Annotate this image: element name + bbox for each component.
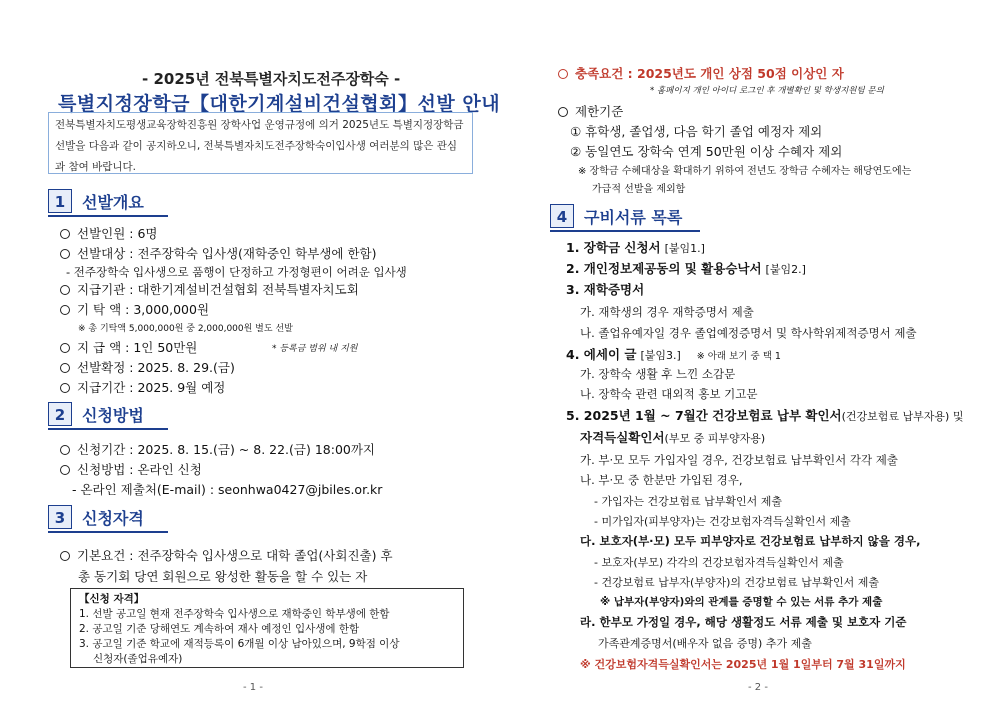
section-title: 선발개요: [82, 193, 144, 212]
credit-requirement-note: * 홈페이지 개인 아이디 로그인 후 개별확인 및 학생지원팀 문의: [650, 86, 884, 96]
doc-5-2: 나. 부·모 중 한분만 가입된 경우,: [580, 473, 743, 487]
overview-confirm: 선발확정 : 2025. 8. 29.(금): [60, 358, 235, 376]
circle-bullet-icon: [60, 305, 70, 315]
circle-bullet-icon: [60, 383, 70, 393]
overview-count: 선발인원 : 6명: [60, 224, 158, 242]
overview-amount: 지 급 액 : 1인 50만원: [60, 338, 197, 356]
apply-method: 신청방법 : 온라인 신청: [60, 460, 202, 478]
section-title: 신청방법: [82, 406, 144, 425]
doc-5-2b: - 미가입자(피부양자)는 건강보험자격득실확인서 제출: [594, 515, 851, 528]
apply-email[interactable]: - 온라인 제출처(E-mail) : seonhwa0427@jbiles.or.kr: [72, 482, 383, 497]
circle-bullet-icon: [60, 445, 70, 455]
qualification-box-title: 【신청 자격】: [79, 593, 145, 605]
section-title: 구비서류 목록: [584, 208, 683, 227]
qualification-item: 2. 공고일 기준 당해연도 계속하여 재사 예정인 입사생에 한함: [79, 623, 360, 635]
section-title: 신청자격: [82, 509, 144, 528]
limit-note-2: 가급적 선발을 제외함: [592, 184, 686, 195]
qualification-item: 3. 공고일 기준 학교에 재적등록이 6개월 이상 남아있으며, 9학점 이상: [79, 638, 400, 650]
circle-bullet-icon: [60, 363, 70, 373]
section-4-header: [550, 204, 700, 228]
section-number: 3: [48, 505, 72, 529]
doc-1: 1. 장학금 신청서 [붙임1.]: [566, 240, 705, 255]
limit-item-2: ② 동일연도 장학숙 연계 50만원 이상 수혜자 제외: [570, 144, 843, 159]
overview-base: 기 탁 액 : 3,000,000원: [60, 300, 209, 318]
doc-3: 3. 재학증명서: [566, 282, 645, 297]
doc-5-2a: - 가입자는 건강보험료 납부확인서 제출: [594, 495, 782, 508]
section-2-header: [48, 402, 168, 426]
limit-item-1: ① 휴학생, 졸업생, 다음 학기 졸업 예정자 제외: [570, 124, 823, 139]
section-underline: [48, 428, 168, 430]
section-number: 4: [550, 204, 574, 228]
page-subtitle: - 2025년 전북특별자치도전주장학숙 -: [142, 70, 401, 88]
doc-5-3: 다. 보호자(부·모) 모두 피부양자로 건강보험료 납부하지 않을 경우,: [580, 534, 921, 548]
circle-bullet-icon: [60, 343, 70, 353]
circle-bullet-icon: [60, 229, 70, 239]
circle-bullet-icon: [558, 107, 568, 117]
overview-org: 지급기관 : 대한기계설비건설협회 전북특별자치도회: [60, 280, 359, 298]
limit-note-1: ※ 장학금 수혜대상을 확대하기 위하여 전년도 장학금 수혜자는 해당연도에는: [578, 166, 912, 177]
circle-bullet-icon: [60, 249, 70, 259]
doc-5-1: 가. 부·모 모두 가입자일 경우, 건강보험료 납부확인서 각각 제출: [580, 453, 898, 467]
qualification-item: 신청자(졸업유예자): [93, 653, 183, 665]
qualify-basic-line-2: 총 동기회 당연 회원으로 왕성한 활동을 할 수 있는 자: [78, 569, 368, 584]
page-title: 특별지정장학금【대한기계설비건설협회】선발 안내: [58, 93, 501, 115]
section-3-header: [48, 505, 168, 529]
overview-base-note: ※ 총 기탁액 5,000,000원 중 2,000,000원 별도 선발: [78, 324, 293, 334]
qualify-basic-line-1: 기본요건 : 전주장학숙 입사생으로 대학 졸업(사회진출) 후: [60, 546, 393, 564]
circle-bullet-icon: [558, 69, 568, 79]
section-underline: [48, 531, 168, 533]
doc-4a: 가. 장학숙 생활 후 느낀 소감문: [580, 367, 736, 381]
circle-bullet-icon: [60, 285, 70, 295]
doc-5-note: ※ 건강보험자격득실확인서는 2025년 1월 1일부터 7월 31일까지: [580, 658, 906, 671]
overview-amount-note: * 등록금 범위 내 지원: [272, 344, 358, 354]
apply-period: 신청기간 : 2025. 8. 15.(금) ~ 8. 22.(금) 18:00까지: [60, 440, 375, 458]
section-number: 1: [48, 189, 72, 213]
section-underline: [48, 215, 168, 217]
doc-4: 4. 에세이 글 [붙임3.] ※ 아래 보기 중 택 1: [566, 347, 781, 362]
qualification-box: [70, 588, 464, 668]
page-number: - 1 -: [243, 682, 263, 693]
section-number: 2: [48, 402, 72, 426]
limit-title: 제한기준: [558, 102, 623, 120]
doc-2: 2. 개인정보제공동의 및 활용승낙서 [붙임2.]: [566, 261, 806, 276]
overview-target: 선발대상 : 전주장학숙 입사생(재학중인 학부생에 한함): [60, 244, 376, 262]
circle-bullet-icon: [60, 551, 70, 561]
doc-5-3a: - 보호자(부모) 각각의 건강보험자격득실확인서 제출: [594, 556, 844, 569]
circle-bullet-icon: [60, 465, 70, 475]
doc-5-4: 라. 한부모 가정일 경우, 해당 생활정도 서류 제출 및 보호자 기준: [580, 615, 907, 629]
doc-5-4b: 가족관계증명서(배우자 없음 증명) 추가 제출: [598, 637, 812, 650]
page-2: [500, 0, 1000, 707]
credit-requirement: 충족요건 : 2025년도 개인 상점 50점 이상인 자: [558, 64, 844, 82]
doc-3a: 가. 재학생의 경우 재학증명서 제출: [580, 305, 754, 319]
doc-5-line-2: 자격득실확인서(부모 중 피부양자용): [580, 430, 766, 445]
qualification-item: 1. 선발 공고일 현재 전주장학숙 입사생으로 재학중인 학부생에 한함: [79, 608, 390, 620]
intro-text: 전북특별자치도평생교육장학진흥원 장학사업 운영규정에 의거 2025년도 특별지정장학금 선발을 다음과 같이 공지하오니, 전북특별자치도전주장학숙이입사생 여러분의 많은 관심과 참여 바랍니다.: [48, 112, 473, 174]
section-1-header: [48, 189, 168, 213]
overview-period: 지급기간 : 2025. 9월 예정: [60, 378, 225, 396]
overview-target-note: - 전주장학숙 입사생으로 품행이 단정하고 가정형편이 어려운 입사생: [66, 265, 407, 279]
doc-4b: 나. 장학숙 관련 대외적 홍보 기고문: [580, 387, 758, 401]
doc-5-3c: ※ 납부자(부양자)와의 관계를 증명할 수 있는 서류 추가 제출: [600, 596, 883, 608]
doc-5: 5. 2025년 1월 ~ 7월간 건강보험료 납부 확인서(건강보험료 납부자용) 및: [566, 408, 964, 423]
doc-5-3b: - 건강보험료 납부자(부양자)의 건강보험료 납부확인서 제출: [594, 576, 880, 589]
doc-3b: 나. 졸업유예자일 경우 졸업예정증명서 및 학사학위제적증명서 제출: [580, 326, 917, 340]
section-underline: [550, 230, 700, 232]
page-number: - 2 -: [748, 682, 768, 693]
